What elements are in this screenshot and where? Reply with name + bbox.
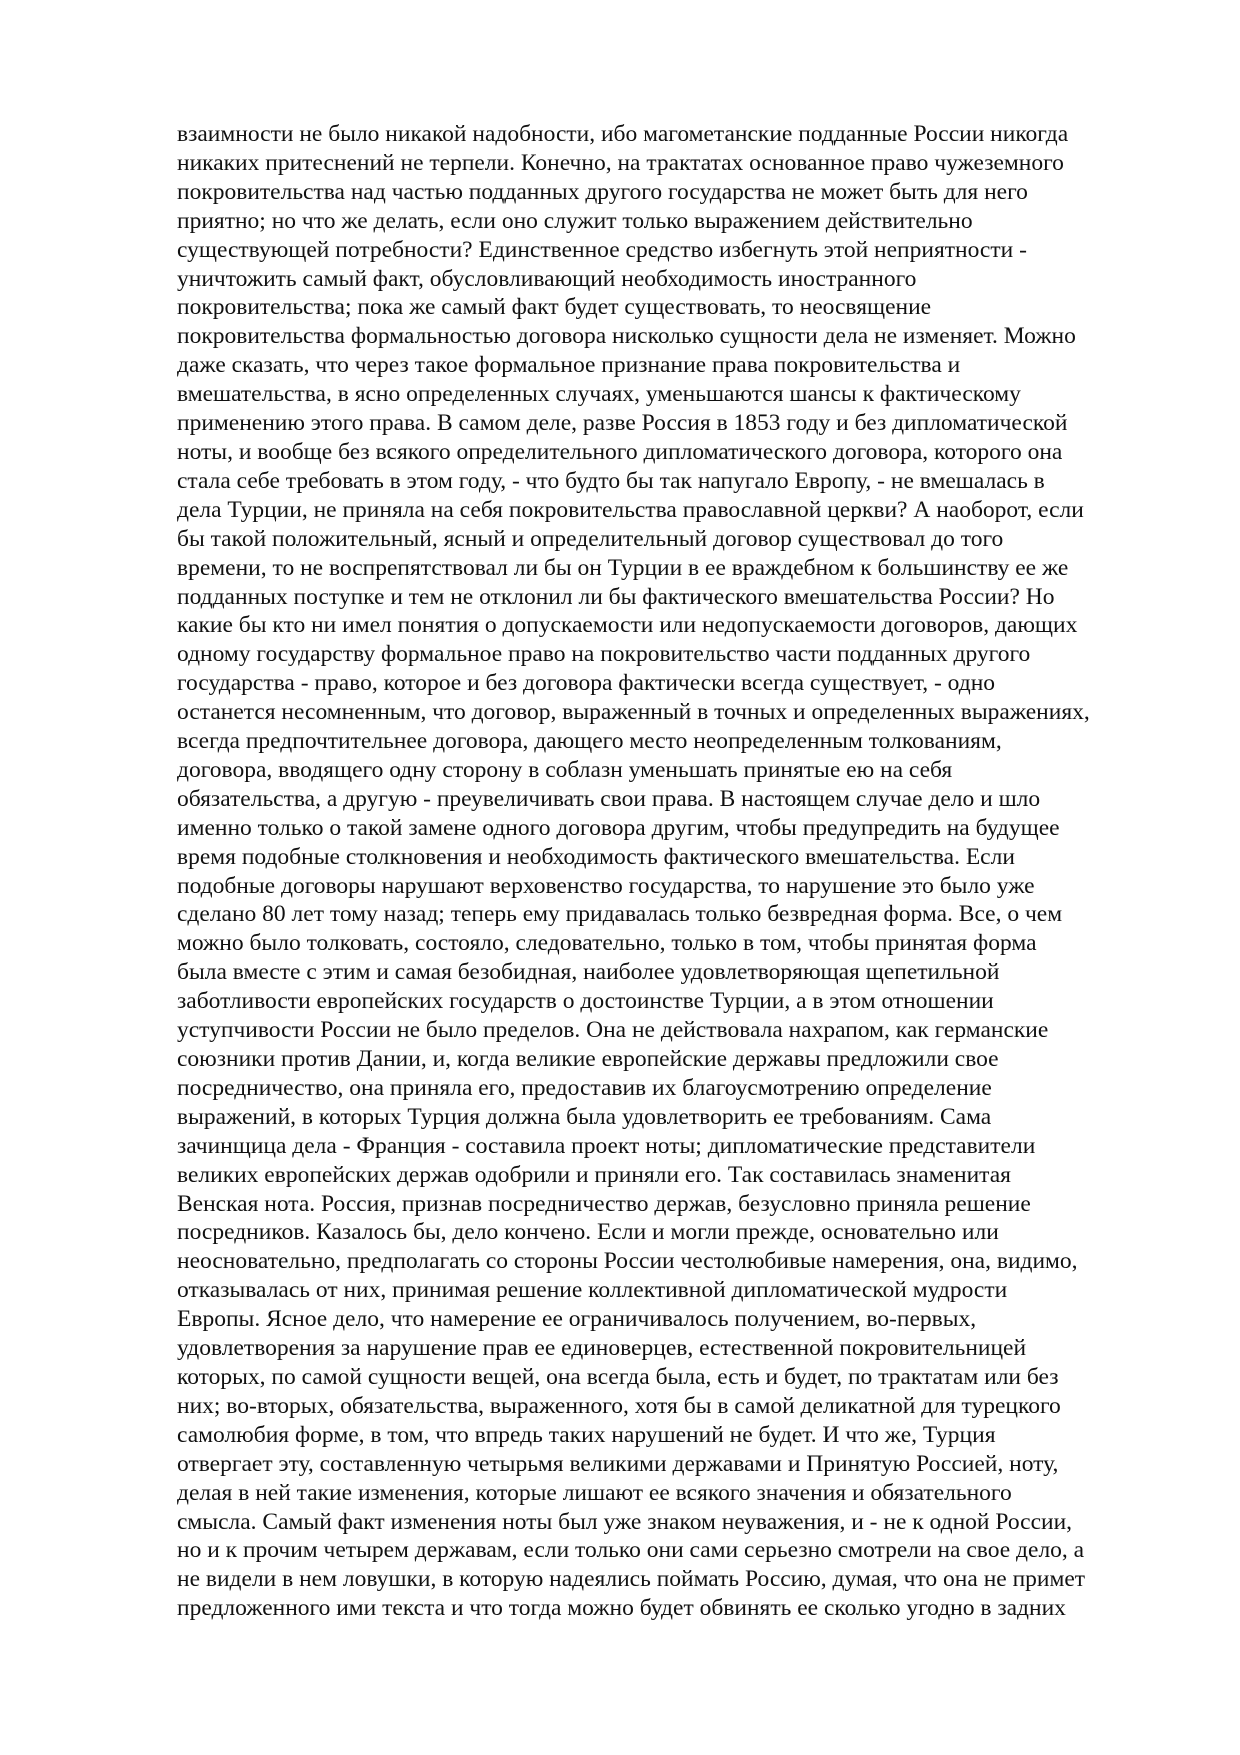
text-line: зачинщица дела - Франция - составила проект ноты; дипломатические представители (177, 1132, 1036, 1159)
text-line: отказывалась от них, принимая решение коллективной дипломатической мудрости (177, 1277, 1008, 1304)
text-line: времени, то не воспрепятствовал ли бы он Турции в ее враждебном к большинству ее же (177, 554, 1069, 581)
text-line: Европы. Ясное дело, что намерение ее ограничивалось получением, во-первых, (177, 1306, 977, 1333)
text-line: великих европейских держав одобрили и приняли его. Так составилась знаменитая (177, 1161, 1011, 1188)
text-line: была вместе с этим и самая безобидная, наиболее удовлетворяющая щепетильной (177, 959, 1000, 986)
text-line: уступчивости России не было пределов. Она не действовала нахрапом, как германские (177, 1017, 1049, 1044)
text-line: какие бы кто ни имел понятия о допускаемости или недопускаемости договоров, дающих (177, 612, 1078, 639)
text-line: Венская нота. Россия, признав посредничество держав, безусловно приняла решение (177, 1190, 1031, 1217)
text-line: них; во-вторых, обязательства, выраженного, хотя бы в самой деликатной для турецкого (177, 1392, 1061, 1419)
text-line: подданных поступке и тем не отклонил ли бы фактического вмешательства России? Но (177, 583, 1055, 610)
text-line: приятно; но что же делать, если оно служит только выражением действительно (177, 207, 973, 234)
text-line: которых, по самой сущности вещей, она всегда была, есть и будет, по трактатам или без (177, 1363, 1059, 1390)
text-line: покровительства формальностью договора нисколько сущности дела не изменяет. Можно (177, 323, 1076, 350)
text-line: договора, вводящего одну сторону в соблазн уменьшать принятые ею на себя (177, 756, 953, 783)
text-line: союзники против Дании, и, когда великие европейские державы предложили свое (177, 1046, 999, 1072)
text-line: применению этого права. В самом деле, разве Россия в 1853 году и без дипломатической (177, 410, 1068, 437)
text-line: посредничество, она приняла его, предоставив их благоусмотрению определение (177, 1074, 992, 1101)
text-line: неосновательно, предполагать со стороны России честолюбивые намерения, она, видимо, (177, 1248, 1078, 1275)
text-line: ноты, и вообще без всякого определительного дипломатического договора, которого она (177, 438, 1063, 465)
text-line: отвергает эту, составленную четырьмя великими державами и Принятую Россией, ноту, (177, 1450, 1059, 1477)
text-line: сделано 80 лет тому назад; теперь ему придавалась только безвредная форма. Все, о чем (177, 901, 1063, 928)
text-line: не видели в нем ловушки, в которую надеялись поймать Россию, думая, что она не примет (177, 1566, 1086, 1593)
text-line: покровительства над частью подданных другого государства не может быть для него (177, 178, 1028, 205)
text-line: останется несомненным, что договор, выраженный в точных и определенных выражениях, (177, 699, 1090, 726)
text-line: государства - право, которое и без договора фактически всегда существует, - одно (177, 670, 996, 697)
text-line: посредников. Казалось бы, дело кончено. Если и могли прежде, основательно или (177, 1219, 999, 1246)
text-line: вмешательства, в ясно определенных случаях, уменьшаются шансы к фактическому (177, 381, 1021, 408)
text-line: одному государству формальное право на покровительство части подданных другого (177, 641, 1031, 668)
text-line: существующей потребности? Единственное средство избегнуть этой неприятности - (177, 236, 1027, 263)
text-line: выражений, в которых Турция должна была удовлетворить ее требованиям. Сама (177, 1103, 992, 1130)
text-line: уничтожить самый факт, обусловливающий необходимость иностранного (177, 265, 917, 292)
text-line: смысла. Самый факт изменения ноты был уже знаком неуважения, и - не к одной России, (177, 1508, 1073, 1535)
text-line: заботливости европейских государств о достоинстве Турции, а в этом отношении (177, 988, 994, 1015)
body-text (177, 120, 1157, 1623)
text-line: обязательства, а другую - преувеличивать свои права. В настоящем случае дело и шло (177, 785, 1041, 812)
text-line: даже сказать, что через такое формальное признание права покровительства и (177, 352, 961, 379)
text-line: можно было толковать, состояло, следовательно, только в том, чтобы принятая форма (177, 930, 1037, 957)
text-line: время подобные столкновения и необходимость фактического вмешательства. Если (177, 843, 1015, 870)
text-line: подобные договоры нарушают верховенство государства, то нарушение это было уже (177, 872, 1035, 899)
text-line: именно только о такой замене одного договора другим, чтобы предупредить на будущее (177, 814, 1060, 841)
text-line: никаких притеснений не терпели. Конечно, на трактатах основанное право чужеземного (177, 149, 1064, 176)
text-line: но и к прочим четырем державам, если только они сами серьезно смотрели на свое дело, а (177, 1537, 1085, 1564)
text-line: стала себе требовать в этом году, - что будто бы так напугало Европу, - не вмешалась в (177, 467, 1045, 494)
text-line: бы такой положительный, ясный и определительный договор существовал до того (177, 525, 1004, 552)
text-line: предложенного ими текста и что тогда можно будет обвинять ее сколько угодно в задних (177, 1595, 1066, 1622)
text-line: взаимности не было никакой надобности, ибо магометанские подданные России никогда (177, 121, 1069, 147)
text-line: дела Турции, не приняла на себя покровительства православной церкви? А наоборот, если (177, 496, 1084, 523)
text-line: самолюбия форме, в том, что впредь таких нарушений не будет. И что же, Турция (177, 1421, 996, 1448)
text-line: делая в ней такие изменения, которые лишают ее всякого значения и обязательного (177, 1479, 1012, 1506)
text-line: покровительства; пока же самый факт будет существовать, то неосвящение (177, 294, 932, 321)
text-line: удовлетворения за нарушение прав ее единоверцев, естественной покровительницей (177, 1335, 1027, 1362)
text-line: всегда предпочтительнее договора, дающего место неопределенным толкованиям, (177, 728, 1002, 755)
